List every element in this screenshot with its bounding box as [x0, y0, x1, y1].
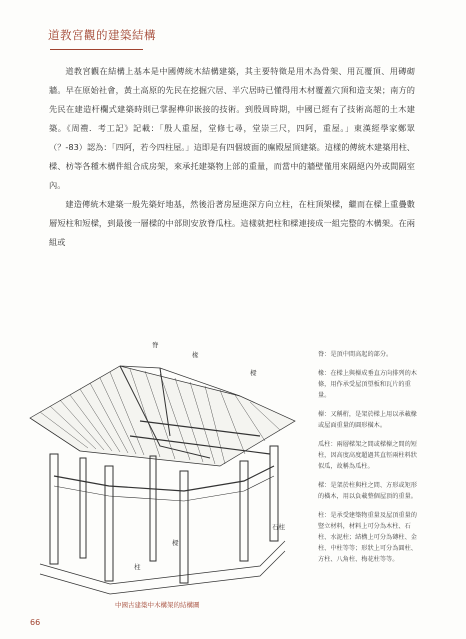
label-beam-top: 樑 — [250, 369, 257, 377]
label-ridge: 脊 — [152, 341, 159, 349]
page-number: 66 — [30, 618, 41, 627]
timber-frame-illustration — [10, 326, 304, 596]
label-column-base: 石柱 — [272, 523, 285, 531]
note-purlin: 檁：又稱桁，是架於樑上用以承載椽或屋面重量的圓形橫木。 — [318, 411, 417, 429]
body-text — [49, 62, 415, 252]
paragraph-1: 道教宮觀在結構上基本是中國傳統木結構建築，其主要特徵是用木為骨架、用瓦覆頂、用磚砌牆。早在原始社會，黃土高原的先民在挖掘穴居、半穴居時已懂得用木材覆蓋穴頂和造支架；南方的先民在建造杆欄式建築時則已掌握榫卯嵌接的技術。到殷周時期，中國已經有了技術高超的土木建築。《周禮．考工記》記載：「殷人重屋，堂修七尋，堂崇三尺，四阿，重屋。」東漢經學家鄭眾（？-83）認為：「四阿，若今四柱屋。」這即是有四個坡面的廡殿屋頂建築。這樣的傳統木建築用柱、樑、枋等各種木構件組合成房架，來承托建築物上部的重量，而當中的牆壁僅用來隔絕內外或間隔室內。 — [49, 66, 415, 190]
label-beam-low: 樑 — [172, 539, 179, 547]
title-underline — [50, 49, 143, 50]
timber-frame-diagram — [10, 326, 304, 596]
glossary-notes — [318, 349, 418, 573]
label-column: 柱 — [134, 563, 141, 571]
section-title: 道教宮觀的建築結構 — [48, 28, 156, 42]
note-column: 柱：是承受建築物重量及屋頂重量的豎立材料，材料上可分為木柱、石柱、水泥柱；結構上可分為磚柱、金柱、中柱等等；形狀上可分為圓柱、方柱、八角柱、梅花柱等等。 — [318, 512, 417, 563]
note-ridge: 脊：是頂中間高起的部分。 — [318, 351, 393, 358]
note-beam: 樑：是架於柱與柱之間、方形或矩形的橫木，用以負載整個屋頂的重量。 — [318, 482, 417, 500]
note-short-column: 瓜柱：兩層樑架之間或樑檁之間的短柱，因高度高度超過其直徑兩柱料狀似瓜，故稱為瓜柱。 — [318, 441, 417, 470]
paragraph-2: 建造傳統木建築一般先築好地基，然後沿著房屋進深方向立柱，在柱頂架樑，繼而在樑上重疊數層短柱和短樑，到最後一層樑的中部則安放脊瓜柱。這樣就把柱和樑連接成一組完整的木構架。在兩組或 — [49, 199, 415, 247]
note-rafter: 椽：在樑上與檁成垂直方向排列的木條，用作承受屋頂望板和瓦片的重量。 — [318, 370, 417, 399]
figure-caption: 中國古建築中木構架的結構圖 — [115, 601, 200, 609]
label-rafter: 椽 — [192, 351, 199, 359]
